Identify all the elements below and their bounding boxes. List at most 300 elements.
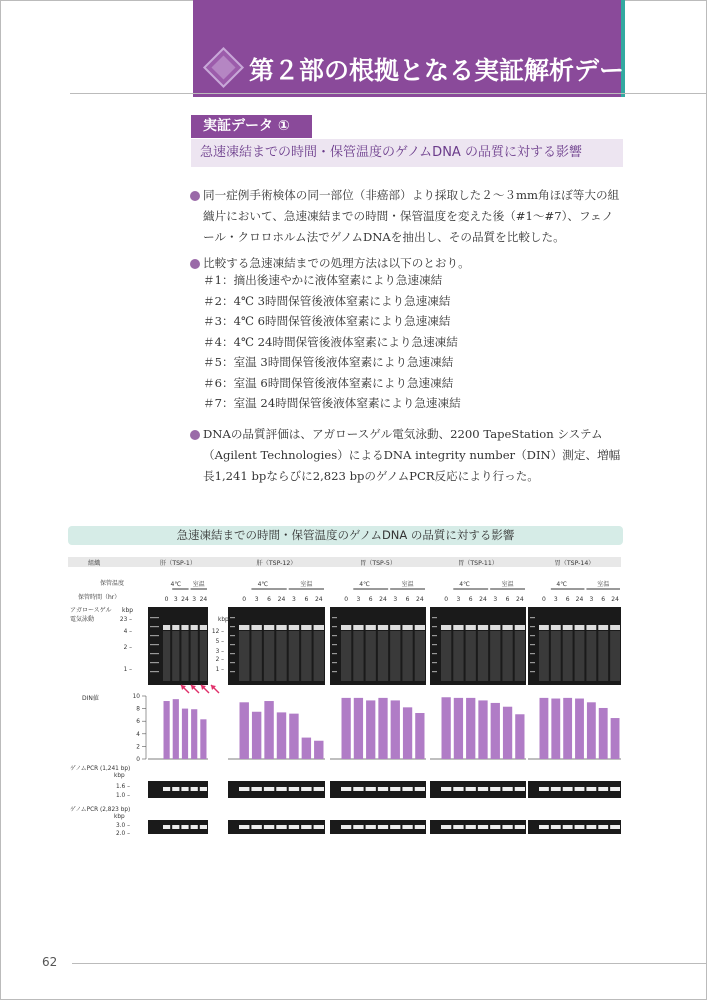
gel-ladder-band [230,662,235,663]
gel-ladder-band [530,671,535,672]
pcr1-band [200,787,207,791]
header-rule [70,93,706,94]
gel-ladder-band [150,662,159,663]
tissue-label: 胃（TSP-5） [359,560,397,567]
gel-band [415,625,425,630]
din-tick-label: 0 [136,757,140,763]
gel-smear [502,631,512,681]
section-subtitle: 急速凍結までの時間・保管温度のゲノムDNA の品質に対する影響 [191,139,623,167]
pcr1-band [301,787,311,791]
time-label: 3 [456,596,461,603]
bullet-icon [190,430,200,440]
pcr1-band [502,787,512,791]
gel-band [478,625,488,630]
pcr2-band [402,825,412,829]
pcr2-band [200,825,207,829]
din-bar [540,698,549,759]
din-bar [611,718,620,759]
din-bar [378,698,387,759]
chapter-title: 第２部の根拠となる実証解析データ [249,56,650,85]
pcr1-band [181,787,188,791]
gel-ladder-band [150,617,159,618]
gel-band [598,625,608,630]
pcr1-band [402,787,412,791]
gel-smear [172,631,179,681]
gel-smear [264,631,274,681]
din-tick-label: 4 [136,731,140,738]
din-bar [342,698,351,759]
pcr1-band [539,787,549,791]
pcr1-band [490,787,500,791]
gel-ladder-band [230,626,235,627]
din-bar [587,702,596,759]
time-label: 6 [468,596,473,603]
gel-band [551,625,561,630]
gel-ladder-band [530,635,535,636]
row-label-din: DIN値 [82,695,99,702]
time-label: 24 [611,596,619,603]
din-bar [366,700,375,759]
time-label: 24 [379,596,387,603]
din-bar [200,719,206,759]
pcr1-tick-label: 1.6 – [116,784,130,790]
gel-smear [478,631,488,681]
gel-smear [239,631,249,681]
temp-label-room: 室温 [300,581,313,588]
gel-smear [575,631,585,681]
gel-ladder-band [150,626,159,627]
footer-rule [72,963,706,964]
time-label: 6 [565,596,570,603]
gel-smear [353,631,363,681]
time-label: 6 [505,596,510,603]
gel-smear [490,631,500,681]
row-label-gel-2: 電気泳動 [70,616,95,623]
method-item: ＃5：室温 3時間保管後液体窒素により急速凍結 [203,355,454,369]
pcr2-band [276,825,286,829]
din-bar [264,701,273,759]
time-label: 0 [444,596,449,603]
page-number: 62 [42,955,58,969]
gel-ladder-band [230,671,235,672]
time-label: 0 [242,596,247,603]
din-bar [354,698,363,759]
pcr2-band [366,825,376,829]
gel-smear [539,631,549,681]
pcr1-band [191,787,198,791]
pcr1-band [563,787,573,791]
din-bar [391,700,400,759]
temp-label-cold: 4℃ [257,581,269,588]
gel-band [191,625,198,630]
gel-band [575,625,585,630]
row-label-pcr2: ゲノムPCR (2,823 bp) [70,807,131,813]
din-bar [277,712,286,759]
temp-label-cold: 4℃ [556,581,567,588]
time-label: 0 [542,596,546,603]
gel-ladder-band [530,626,535,627]
pcr1-band [163,787,170,791]
gel-ladder-band [332,644,337,645]
gel-smear [390,631,400,681]
time-label: 24 [516,596,524,603]
bullet-icon [190,259,200,269]
pcr1-band [478,787,488,791]
pcr1-band [289,787,299,791]
gel-ladder-band [530,662,535,663]
gel-tick-label: 23 – [119,617,132,623]
time-label: 24 [416,596,424,603]
gel-band [610,625,620,630]
pcr2-band [251,825,261,829]
din-bar [173,699,179,759]
pcr1-band [575,787,585,791]
gel-ladder-band [230,653,235,654]
gel-band [466,625,476,630]
pcr1-band [390,787,400,791]
gel-smear [314,631,324,681]
row-label-kbp: kbp [114,773,125,779]
method-item: ＃1：摘出後速やかに液体窒素により急速凍結 [203,273,443,287]
din-tick-label: 6 [136,719,140,726]
pcr2-band [378,825,388,829]
gel-band [390,625,400,630]
pcr1-band [586,787,596,791]
gel-ladder-band [332,671,337,672]
figure-header-strip [68,557,621,567]
gel-band [502,625,512,630]
din-bar [442,697,451,759]
pcr2-band [301,825,311,829]
din-tick-label: 2 [136,744,140,751]
row-label-kbp: kbp [114,814,125,820]
gel-ladder-band [332,626,337,627]
gel-smear [289,631,299,681]
temp-label-room: 室温 [501,581,514,588]
gel-band [181,625,188,630]
gel-smear [163,631,170,681]
gel-band [251,625,261,630]
pcr1-band [239,787,249,791]
gel-smear [181,631,188,681]
gel-tick-label: 2 – [215,657,224,663]
paragraph-1: 同一症例手術検体の同一部位（非癌部）より採取した２～３mm角ほぼ等大の組織片において、急速凍結までの時間・保管温度を変えた後（#1～#7）、フェノール・クロロホルム法でゲノムDNAを抽出し、その品質を比較した。 [203,188,620,244]
time-label: 3 [356,596,361,603]
gel-smear [586,631,596,681]
section-tag: 実証データ ① [191,115,312,138]
temp-label-room: 室温 [401,581,414,588]
gel-smear [415,631,425,681]
gel-ladder-band [432,653,437,654]
gel-ladder-band [432,626,437,627]
din-bar [240,702,249,759]
pcr2-band [289,825,299,829]
pcr2-band [390,825,400,829]
row-label-tissue: 組織 [88,560,101,567]
din-bar [302,738,311,759]
pcr2-band [453,825,463,829]
time-label: 3 [393,596,398,603]
gel-ladder-band [230,617,235,618]
gel-band [289,625,299,630]
gel-smear [563,631,573,681]
din-bar [491,703,500,759]
pcr2-tick-label: 3.0 – [116,823,130,829]
din-bar [503,707,512,759]
pcr1-band [314,787,324,791]
din-bar [314,741,323,759]
methods-list [203,270,461,414]
temp-label-cold: 4℃ [359,581,370,588]
gel-smear [378,631,388,681]
din-bar [191,709,197,759]
pcr2-band [181,825,188,829]
gel-tick-label: 12 – [211,629,224,635]
paragraph-3: DNAの品質評価は、アガロースゲル電気泳動、2200 TapeStation システム（Agilent Technologies）によるDNA integrity number（DIN）測定、増幅長1,241 bpならびに2,823 bpのゲノムPCR反応により行った。 [203,427,621,483]
din-bar [403,707,412,759]
gel-ladder-band [150,635,159,636]
pcr1-band [466,787,476,791]
time-label: 6 [601,596,606,603]
row-label-pcr1: ゲノムPCR (1,241 bp) [70,766,131,772]
method-item: ＃7：室温 24時間保管後液体窒素により急速凍結 [203,396,461,410]
row-label-time: 保管時間（hr） [78,594,121,601]
gel-ladder-band [530,644,535,645]
temp-label-cold: 4℃ [170,581,182,588]
pcr2-band [539,825,549,829]
din-bar [415,713,424,759]
time-label: 3 [254,596,259,603]
gel-tick-label: 3 – [215,649,224,655]
pcr2-band [163,825,170,829]
time-label: 3 [589,596,594,603]
din-bar [289,714,298,759]
din-bar [551,699,560,759]
temp-label-room: 室温 [597,581,610,588]
gel-ladder-band [530,653,535,654]
gel-smear [366,631,376,681]
pcr1-band [415,787,425,791]
gel-ladder-band [230,644,235,645]
time-label: 6 [405,596,410,603]
pcr2-band [239,825,249,829]
pcr2-band [172,825,179,829]
pcr2-band [586,825,596,829]
time-label: 24 [181,596,189,603]
din-bar [478,700,487,759]
time-label: 6 [304,596,309,603]
gel-ladder-band [332,653,337,654]
gel-band [453,625,463,630]
time-label: 3 [173,596,178,603]
din-bar [164,701,170,759]
pcr2-band [610,825,620,829]
pcr1-tick-label: 1.0 – [116,793,130,799]
method-item: ＃4：4℃ 24時間保管後液体窒素により急速凍結 [203,334,458,349]
gel-band [353,625,363,630]
gel-smear [515,631,525,681]
row-label-gel: アガロースゲル [70,607,112,614]
method-item: ＃2：4℃ 3時間保管後液体窒素により急速凍結 [203,293,451,308]
pcr2-band [551,825,561,829]
method-item: ＃6：室温 6時間保管後液体窒素により急速凍結 [203,375,454,390]
pcr2-band [563,825,573,829]
pcr2-band [191,825,198,829]
pcr1-band [264,787,274,791]
pcr1-band [598,787,608,791]
row-label-kbp: kbp [122,607,134,614]
pcr1-band [353,787,363,791]
time-label: 6 [368,596,373,603]
gel-kbp-label: kbp [218,617,229,623]
pcr1-band [453,787,463,791]
gel-band [563,625,573,630]
gel-band [200,625,207,630]
gel-band [586,625,596,630]
time-label: 24 [575,596,584,603]
pcr2-band [466,825,476,829]
pcr1-band [441,787,451,791]
gel-band [264,625,274,630]
din-bar [252,712,261,759]
gel-smear [301,631,311,681]
gel-smear [402,631,412,681]
gel-band [402,625,412,630]
pcr1-band [341,787,351,791]
gel-band [441,625,451,630]
pcr1-band [251,787,261,791]
time-label: 3 [192,596,197,603]
gel-tick-label: 4 – [123,629,132,635]
pcr2-band [415,825,425,829]
pcr2-band [478,825,488,829]
pcr1-band [276,787,286,791]
gel-ladder-band [150,671,159,672]
gel-ladder-band [432,671,437,672]
din-tick-label: 8 [136,706,140,713]
method-item: ＃3：4℃ 6時間保管後液体窒素により急速凍結 [203,314,451,328]
gel-tick-label: 2 – [123,645,132,651]
gel-smear [200,631,207,681]
gel-band [490,625,500,630]
time-label: 0 [164,596,169,603]
gel-ladder-band [432,635,437,636]
pcr1-band [378,787,388,791]
paragraph-2: 比較する急速凍結までの処理方法は以下のとおり。 [203,256,470,270]
temp-label-cold: 4℃ [459,581,470,588]
figure-panel [68,555,628,845]
gel-ladder-band [230,635,235,636]
pcr1-band [366,787,376,791]
time-label: 3 [493,596,498,603]
time-label: 24 [479,596,487,603]
pcr1-band [551,787,561,791]
pcr1-band [610,787,620,791]
gel-ladder-band [432,644,437,645]
gel-smear [441,631,451,681]
gel-band [163,625,170,630]
gel-band [301,625,311,630]
time-label: 6 [267,596,271,603]
gel-ladder-band [530,617,535,618]
gel-smear [191,631,198,681]
bullet-icon [190,191,200,201]
gel-band [378,625,388,630]
gel-ladder-band [332,662,337,663]
time-label: 24 [277,596,286,603]
gel-tick-label: 1 – [215,667,224,673]
pcr2-band [341,825,351,829]
gel-band [314,625,324,630]
gel-smear [453,631,463,681]
pcr2-band [575,825,585,829]
gel-ladder-band [432,617,437,618]
gel-smear [551,631,561,681]
gel-tick-label: 1 – [123,667,132,673]
gel-band [366,625,376,630]
pcr2-band [490,825,500,829]
pcr1-band [172,787,179,791]
gel-ladder-band [150,644,159,645]
gel-tick-label: 5 – [215,639,224,645]
time-label: 24 [314,596,323,603]
din-bar [466,698,475,759]
pcr2-band [515,825,525,829]
time-label: 0 [344,596,349,603]
gel-band [239,625,249,630]
pcr2-band [502,825,512,829]
gel-smear [341,631,351,681]
gel-band [515,625,525,630]
gel-smear [276,631,286,681]
tissue-label: 肝（TSP-12） [256,560,297,567]
gel-smear [598,631,608,681]
gel-ladder-band [150,653,159,654]
din-bar [182,709,188,759]
gel-band [539,625,549,630]
din-bar [454,698,463,759]
pcr1-band [515,787,525,791]
pcr2-band [314,825,324,829]
pcr2-tick-label: 2.0 – [116,831,130,837]
gel-smear [610,631,620,681]
gel-band [172,625,179,630]
pcr2-band [353,825,363,829]
tissue-label: 肝（TSP-1） [159,560,197,567]
pcr2-band [441,825,451,829]
tissue-label: 胃（TSP-14） [554,560,595,567]
pcr2-band [264,825,274,829]
gel-ladder-band [432,662,437,663]
gel-smear [466,631,476,681]
time-label: 3 [553,596,558,603]
gel-band [276,625,286,630]
gel-ladder-band [332,635,337,636]
din-bar [575,699,584,759]
din-tick-label: 10 [132,694,140,700]
temp-label-room: 室温 [192,581,205,588]
gel-ladder-band [332,617,337,618]
din-bar [563,698,572,759]
din-bar [599,708,608,759]
figure-title: 急速凍結までの時間・保管温度のゲノムDNA の品質に対する影響 [68,526,623,545]
time-label: 3 [292,596,296,603]
tissue-label: 胃（TSP-11） [458,560,498,567]
gel-smear [251,631,261,681]
pcr2-band [598,825,608,829]
gel-band [341,625,351,630]
time-label: 24 [199,596,208,603]
